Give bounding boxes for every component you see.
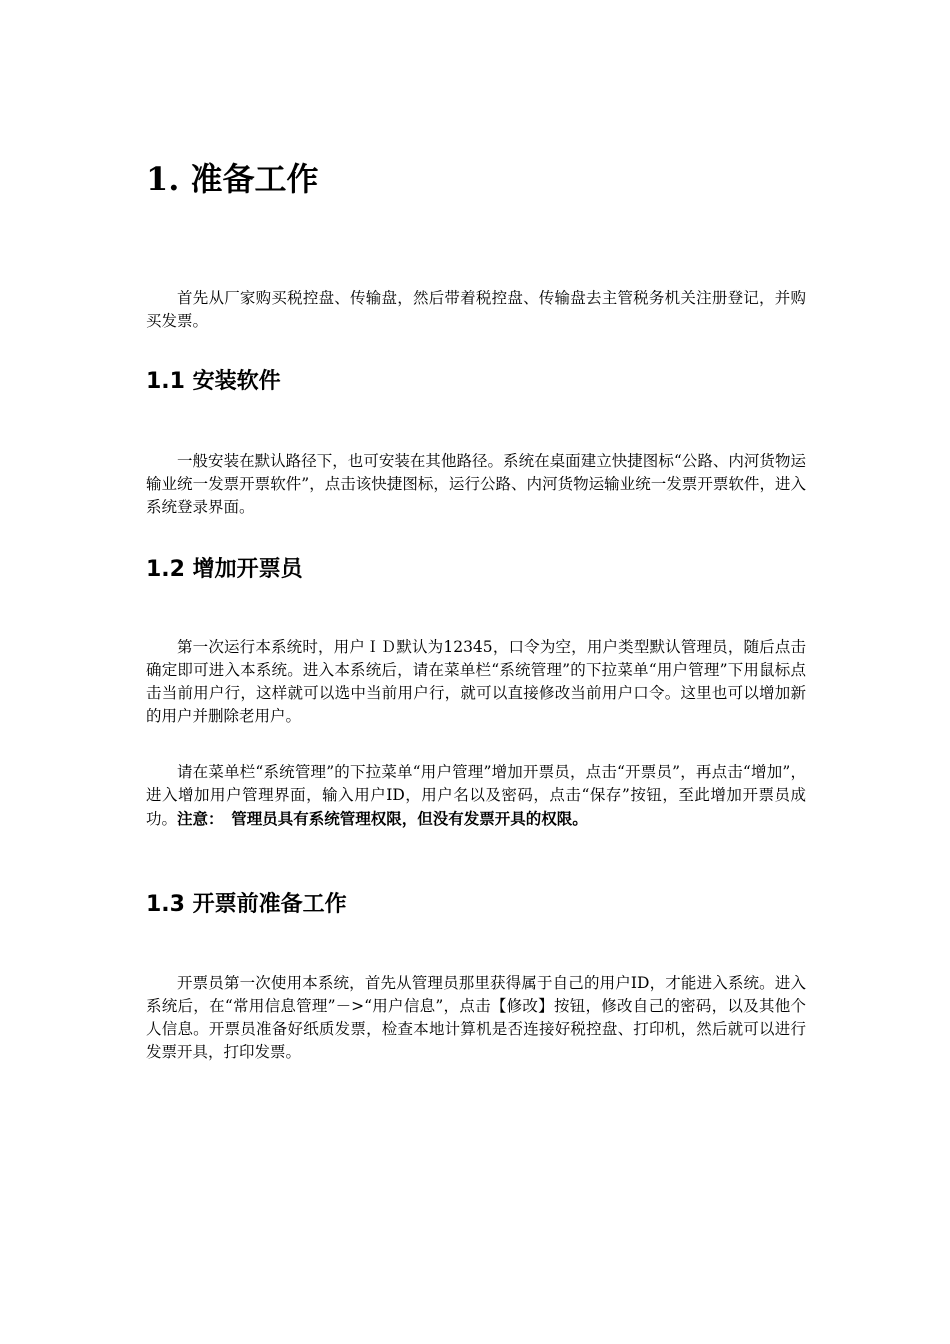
- section-1-1-heading: 1.1 安装软件: [146, 369, 281, 394]
- section-1-1-paragraph: 一般安装在默认路径下，也可安装在其他路径。系统在桌面建立快捷图标“公路、内河货物运输业统一发票开票软件”，点击该快捷图标，运行公路、内河货物运输业统一发票开票软件，进入系统登录界面。: [146, 452, 806, 516]
- section-1-2-paragraph-2: [146, 761, 806, 831]
- section-1-3-heading: 1.3 开票前准备工作: [146, 892, 347, 917]
- section-1-intro-paragraph: 首先从厂家购买税控盘、传输盘，然后带着税控盘、传输盘去主管税务机关注册登记，并购买发票。: [146, 289, 806, 330]
- section-1-3-paragraph: 开票员第一次使用本系统，首先从管理员那里获得属于自己的用户ID，才能进入系统。进入系统后，在“常用信息管理”－>“用户信息”，点击【修改】按钮，修改自己的密码，以及其他个人信息。开票员准备好纸质发票，检查本地计算机是否连接好税控盘、打印机，然后就可以进行发票开具，打印发票。: [146, 974, 806, 1061]
- note-emphasis: 注意： 管理员具有系统管理权限，但没有发票开具的权限。: [177, 809, 588, 828]
- section-1-2-paragraph-1: 第一次运行本系统时，用户ＩＤ默认为12345，口令为空，用户类型默认管理员，随后点击确定即可进入本系统。进入本系统后，请在菜单栏“系统管理”的下拉菜单“用户管理”下用鼠标点击当前用户行，这样就可以选中当前用户行，就可以直接修改当前用户口令。这里也可以增加新的用户并删除老用户。: [146, 638, 806, 725]
- section-1-heading: 1. 准备工作: [146, 160, 319, 198]
- section-1-2-heading: 1.2 增加开票员: [146, 557, 303, 582]
- section-1-2-paragraph-2-text: 请在菜单栏“系统管理”的下拉菜单“用户管理”增加开票员，点击“开票员”，再点击“增加”，进入增加用户管理界面，输入用户ID，用户名以及密码，点击“保存”按钮，至此增加开票员成功。: [146, 763, 806, 828]
